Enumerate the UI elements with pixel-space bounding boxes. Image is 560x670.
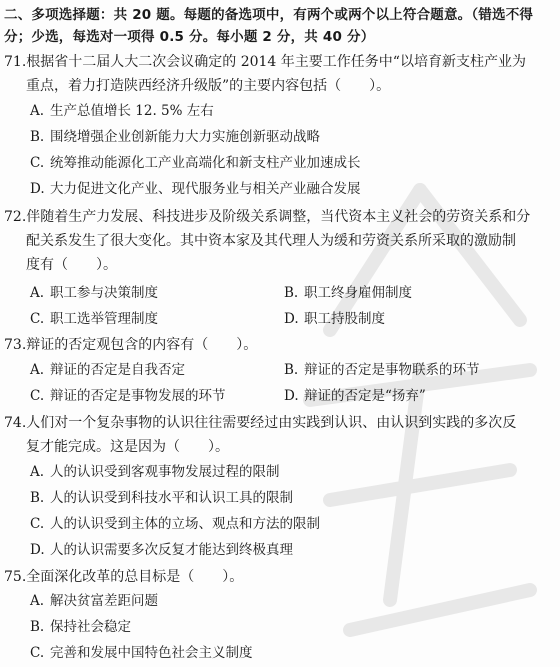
option-text: 统筹推动能源化工产业高端化和新支柱产业加速成长	[50, 155, 361, 171]
option-text: 辩证的否定是自我否定	[50, 362, 185, 378]
option-letter: B.	[30, 129, 45, 145]
option-74-c[interactable]	[30, 513, 320, 535]
question-line: 全面深化改革的总目标是（ ）。	[26, 569, 244, 585]
option-71-d[interactable]	[30, 178, 361, 200]
option-71-b[interactable]	[30, 126, 320, 148]
option-73-b[interactable]	[284, 359, 480, 381]
option-74-a[interactable]	[30, 461, 280, 483]
option-text: 生产总值增长 12. 5% 左右	[50, 103, 214, 119]
option-letter: B.	[284, 285, 299, 301]
option-72-d[interactable]	[284, 308, 385, 330]
option-71-a[interactable]	[30, 100, 214, 122]
option-letter: D.	[30, 181, 45, 197]
option-text: 人的认识受到科技水平和认识工具的限制	[50, 490, 293, 506]
option-75-c[interactable]	[30, 642, 253, 664]
option-75-a[interactable]	[30, 590, 158, 612]
option-72-a[interactable]	[30, 282, 158, 304]
option-text: 辩证的否定是“扬弃”	[304, 388, 426, 404]
option-text: 人的认识受到主体的立场、观点和方法的限制	[50, 516, 320, 532]
question-72	[4, 205, 556, 277]
option-letter: C.	[30, 155, 45, 171]
option-text: 人的认识需要多次反复才能达到终极真理	[50, 542, 293, 558]
option-letter: C.	[30, 516, 45, 532]
question-74	[4, 411, 556, 459]
question-number: 71.	[4, 54, 27, 70]
option-74-b[interactable]	[30, 487, 293, 509]
option-letter: B.	[30, 619, 45, 635]
option-text: 辩证的否定是事物发展的环节	[50, 388, 226, 404]
question-line: 根据省十二届人大二次会议确定的 2014 年主要工作任务中“以培育新支柱产业为	[26, 54, 526, 70]
option-text: 职工选举管理制度	[50, 311, 158, 327]
question-line: 伴随着生产力发展、科技进步及阶级关系调整，当代资本主义社会的劳资关系和分	[26, 209, 531, 225]
option-letter: A.	[30, 285, 45, 301]
option-letter: C.	[30, 645, 45, 661]
option-text: 大力促进文化产业、现代服务业与相关产业融合发展	[50, 181, 361, 197]
option-letter: A.	[30, 362, 45, 378]
option-text: 职工持股制度	[304, 311, 385, 327]
option-letter: A.	[30, 464, 45, 480]
option-text: 辩证的否定是事物联系的环节	[304, 362, 480, 378]
option-letter: A.	[30, 103, 45, 119]
option-letter: C.	[30, 311, 45, 327]
option-75-b[interactable]	[30, 616, 131, 638]
option-letter: D.	[30, 542, 45, 558]
question-73	[4, 333, 556, 357]
option-text: 围绕增强企业创新能力大力实施创新驱动战略	[50, 129, 320, 145]
question-line: 重点，着力打造陕西经济升级版”的主要内容包括（ ）。	[26, 78, 391, 94]
option-71-c[interactable]	[30, 152, 361, 174]
option-text: 人的认识受到客观事物发展过程的限制	[50, 464, 280, 480]
option-72-c[interactable]	[30, 308, 158, 330]
option-letter: B.	[284, 362, 299, 378]
option-letter: D.	[284, 388, 299, 404]
option-72-b[interactable]	[284, 282, 412, 304]
option-73-a[interactable]	[30, 359, 185, 381]
option-73-d[interactable]	[284, 385, 426, 407]
option-letter: B.	[30, 490, 45, 506]
question-number: 74.	[4, 415, 27, 431]
question-line: 人们对一个复杂事物的认识往往需要经过由实践到认识、由认识到实践的多次反	[26, 415, 517, 431]
question-number: 72.	[4, 209, 27, 225]
option-text: 解决贫富差距问题	[50, 593, 158, 609]
option-letter: A.	[30, 593, 45, 609]
question-71	[4, 50, 556, 98]
question-number: 75.	[4, 569, 27, 585]
section-title: 二、多项选择题：共 20 题。每题的备选项中，有两个或两个以上符合题意。（错选不得分；少选，每选对一项得 0.5 分。每小题 2 分，共 40 分）	[4, 7, 534, 45]
question-75	[4, 565, 556, 589]
option-text: 保持社会稳定	[50, 619, 131, 635]
question-number: 73.	[4, 337, 27, 353]
option-74-d[interactable]	[30, 539, 293, 561]
question-line: 复才能完成。这是因为（ ）。	[26, 439, 229, 455]
option-73-c[interactable]	[30, 385, 226, 407]
option-letter: D.	[284, 311, 299, 327]
option-text: 完善和发展中国特色社会主义制度	[50, 645, 253, 661]
option-text: 职工参与决策制度	[50, 285, 158, 301]
option-text: 职工终身雇佣制度	[304, 285, 412, 301]
question-line: 配关系发生了很大变化。其中资本家及其代理人为缓和劳资关系所采取的激励制	[26, 233, 516, 249]
option-letter: C.	[30, 388, 45, 404]
question-line: 度有（ ）。	[26, 257, 117, 273]
question-line: 辩证的否定观包含的内容有（ ）。	[26, 337, 258, 353]
